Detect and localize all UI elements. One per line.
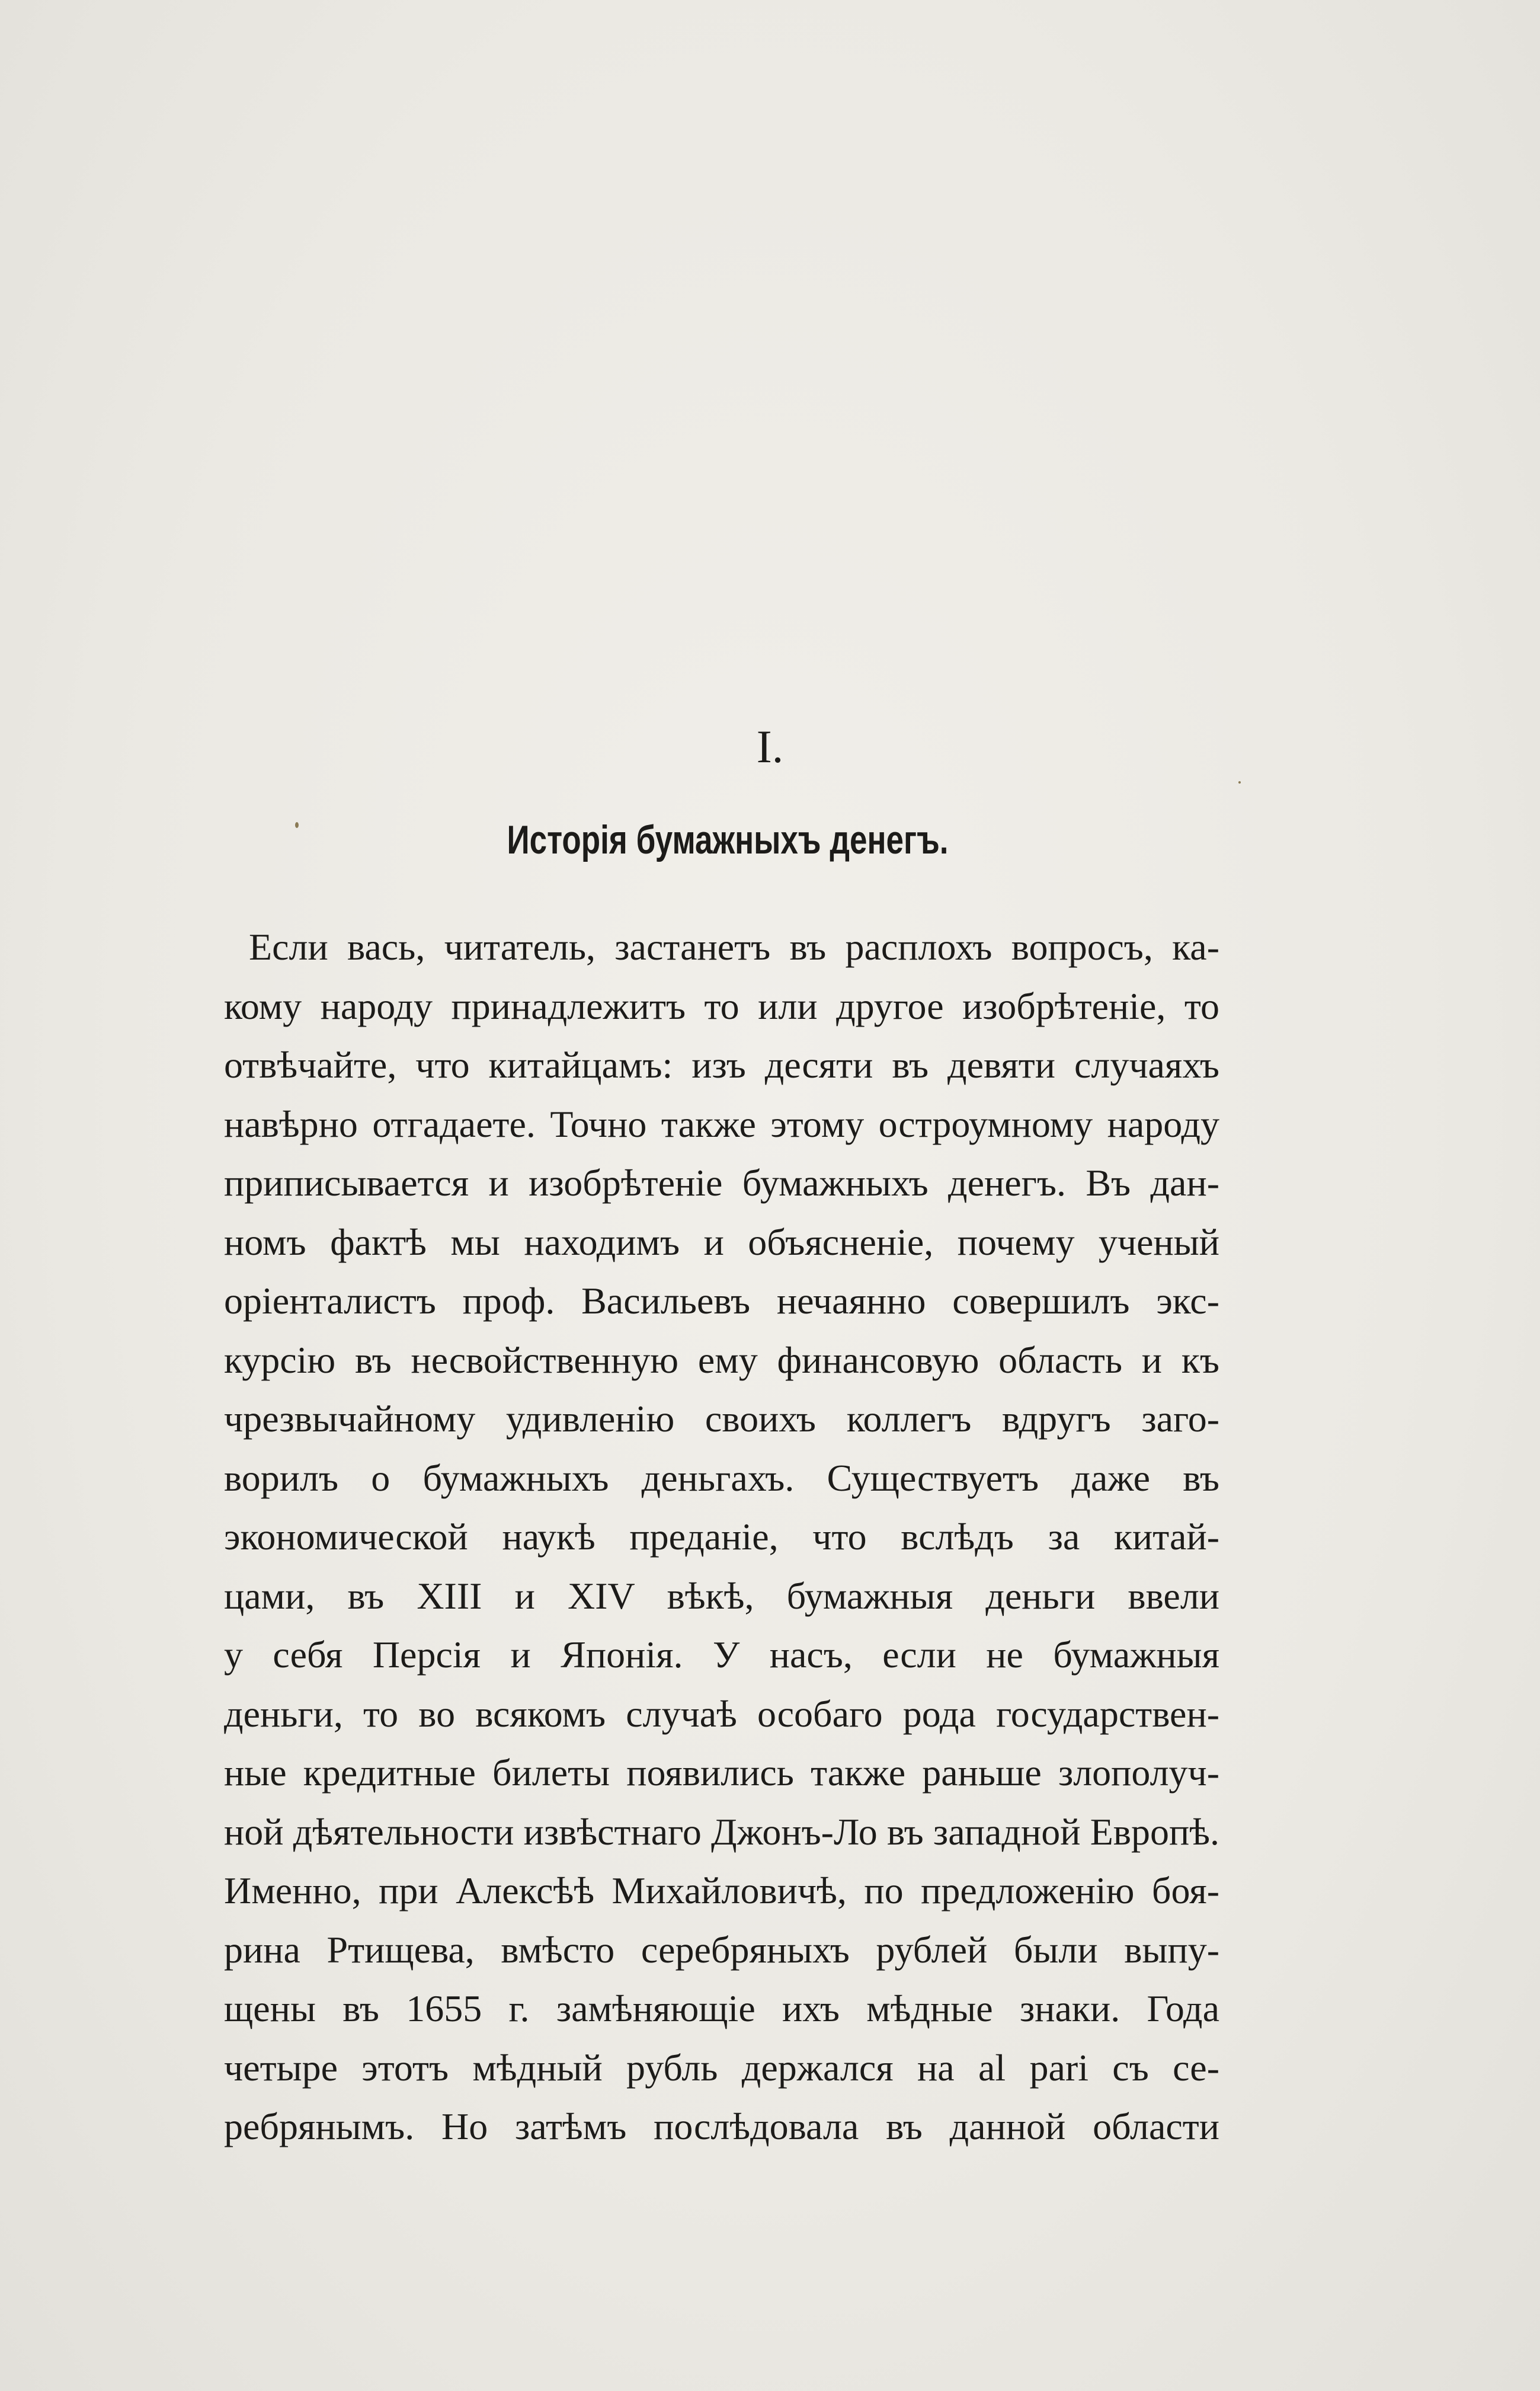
chapter-number: I. [756,721,784,772]
text-line: четыре этотъ мѣдный рубль держался на al pari съ се- [224,2046,1219,2089]
text-line: ные кредитные билеты появились также раньше злополуч- [224,1751,1219,1794]
text-line: цами, въ XIII и XIV вѣкѣ, бумажныя деньги ввели [224,1574,1219,1617]
paper-speck [1238,781,1241,784]
text-line: рина Ртищева, вмѣсто серебряныхъ рублей были выпу- [224,1928,1219,1971]
text-line: номъ фактѣ мы находимъ и объясненіе, почему ученый [224,1220,1219,1263]
text-line: ной дѣятельности извѣстнаго Джонъ-Ло въ западной Европѣ. [224,1810,1219,1853]
text-line: навѣрно отгадаете. Точно также этому остроумному народу [224,1102,1219,1145]
body-text [224,918,1219,2156]
text-line: отвѣчайте, что китайцамъ: изъ десяти въ девяти случаяхъ [224,1044,1219,1086]
text-line: ворилъ о бумажныхъ деньгахъ. Существуетъ даже въ [224,1456,1219,1499]
text-line: Именно, при Алексѣѣ Михайловичѣ, по предложенію боя- [224,1869,1219,1911]
text-line: чрезвычайному удивленію своихъ коллегъ вдругъ заго- [224,1398,1219,1440]
text-line: курсію въ несвойственную ему финансовую область и къ [224,1338,1219,1381]
text-line: оріенталистъ проф. Васильевъ нечаянно совершилъ экс- [224,1280,1219,1322]
text-line: кому народу принадлежитъ то или другое изобрѣтеніе, то [224,984,1219,1027]
text-line: ребрянымъ. Но затѣмъ послѣдовала въ данной области [224,2105,1219,2147]
text-line: деньги, то во всякомъ случаѣ особаго рода государствен- [224,1692,1219,1735]
text-line: у себя Персія и Японія. У насъ, если не бумажныя [224,1634,1219,1676]
chapter-title: Исторія бумажныхъ денегъ. [507,817,949,862]
text-line: Если вась, читатель, застанетъ въ расплохъ вопросъ, ка- [249,926,1219,968]
text-line: экономической наукѣ преданіе, что вслѣдъ за китай- [224,1516,1219,1558]
text-line: щены въ 1655 г. замѣняющіе ихъ мѣдные знаки. Года [224,1987,1219,2029]
text-line: приписывается и изобрѣтеніе бумажныхъ денегъ. Въ дан- [224,1162,1219,1204]
